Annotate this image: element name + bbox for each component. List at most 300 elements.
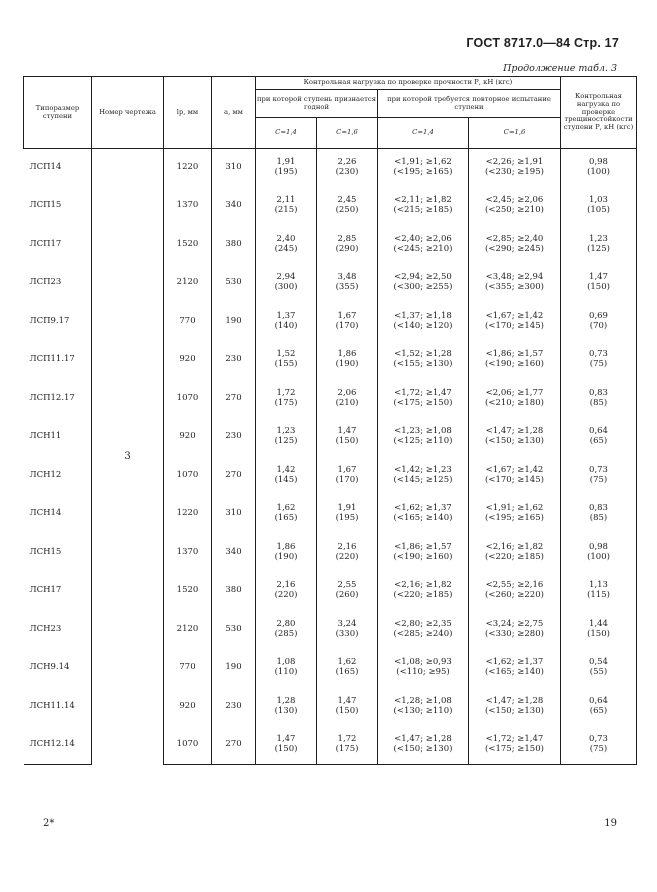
header-type: Типоразмер ступени xyxy=(24,77,92,149)
retest-c14 xyxy=(378,726,469,765)
accepted-c16-kn: 1,47 xyxy=(337,695,357,706)
lp-value: 920 xyxy=(164,341,212,380)
retest-c14 xyxy=(378,572,469,611)
accepted-c14-kgf: (145) xyxy=(274,474,298,485)
retest-c14-kn: <1,52; ≥1,28 xyxy=(394,349,452,360)
accepted-c14 xyxy=(256,688,317,727)
retest-c16-kgf: (<150; ≥130) xyxy=(485,436,544,447)
accepted-c14 xyxy=(256,341,317,380)
retest-c16-kgf: (<210; ≥180) xyxy=(485,397,544,408)
retest-c14-kgf: (<165; ≥140) xyxy=(393,513,453,524)
retest-c16-kn: <1,47; ≥1,28 xyxy=(485,426,544,437)
a-value: 190 xyxy=(212,303,256,342)
accepted-c14-kn: 2,11 xyxy=(276,195,296,206)
accepted-c14-kn: 2,80 xyxy=(276,618,296,629)
accepted-c16-kgf: (165) xyxy=(335,667,359,678)
retest-c16-kn: <2,85; ≥2,40 xyxy=(485,233,544,244)
retest-c14-kgf: (<300; ≥255) xyxy=(393,282,453,293)
accepted-c16 xyxy=(317,149,378,188)
retest-c14-kn: <2,40; ≥2,06 xyxy=(394,233,452,244)
accepted-c14-kgf: (165) xyxy=(274,513,298,524)
accepted-c14 xyxy=(256,149,317,188)
accepted-c16-kn: 2,16 xyxy=(337,541,357,552)
step-type: ЛСН11 xyxy=(24,418,92,457)
retest-c14-kgf: (<125; ≥110) xyxy=(393,436,453,447)
step-type: ЛСП11.17 xyxy=(24,341,92,380)
accepted-c14 xyxy=(256,649,317,688)
lp-value: 1220 xyxy=(164,495,212,534)
crack-load-kgf: (65) xyxy=(589,705,608,716)
accepted-c16-kgf: (150) xyxy=(335,436,359,447)
crack-load-kgf: (75) xyxy=(589,474,608,485)
accepted-c16-kgf: (355) xyxy=(335,282,359,293)
accepted-c16-kn: 2,85 xyxy=(337,233,357,244)
accepted-c14-kgf: (125) xyxy=(274,436,298,447)
retest-c14 xyxy=(378,149,469,188)
retest-c14 xyxy=(378,534,469,573)
lp-value: 1070 xyxy=(164,726,212,765)
crack-load xyxy=(561,457,637,496)
retest-c16-kgf: (<170; ≥145) xyxy=(485,320,544,331)
step-type: ЛСП12.17 xyxy=(24,380,92,419)
step-type: ЛСП23 xyxy=(24,264,92,303)
step-type: ЛСН11.14 xyxy=(24,688,92,727)
accepted-c16 xyxy=(317,611,378,650)
header-crack-resistance: Контрольная нагрузка по проверке трещиностойкости ступени Р, кН (кгс) xyxy=(561,77,637,149)
retest-c14 xyxy=(378,495,469,534)
retest-c16 xyxy=(469,149,561,188)
accepted-c14-kgf: (195) xyxy=(274,167,298,177)
retest-c16-kn: <1,91; ≥1,62 xyxy=(485,503,544,514)
lp-value: 1520 xyxy=(164,226,212,265)
header-c14-retest: С=1,4 xyxy=(378,118,469,149)
retest-c14 xyxy=(378,380,469,419)
retest-c16 xyxy=(469,726,561,765)
page-number: 19 xyxy=(604,818,617,829)
accepted-c14-kgf: (245) xyxy=(274,243,298,254)
crack-load-kgf: (100) xyxy=(587,551,610,562)
accepted-c14 xyxy=(256,572,317,611)
step-type: ЛСН12.14 xyxy=(24,726,92,765)
crack-load-kgf: (100) xyxy=(587,167,610,177)
step-type: ЛСП17 xyxy=(24,226,92,265)
crack-load-kgf: (85) xyxy=(589,397,608,408)
accepted-c16-kn: 1,91 xyxy=(337,503,357,514)
accepted-c14 xyxy=(256,303,317,342)
accepted-c14-kn: 1,72 xyxy=(276,387,296,398)
header-control-load: Контрольная нагрузка по проверке прочности Р, кН (кгс) xyxy=(256,77,561,90)
retest-c16 xyxy=(469,341,561,380)
crack-load-kn: 0,64 xyxy=(589,695,608,706)
crack-load xyxy=(561,418,637,457)
accepted-c16 xyxy=(317,187,378,226)
retest-c14-kgf: (<110; ≥95) xyxy=(396,667,450,678)
retest-c14-kn: <2,94; ≥2,50 xyxy=(394,272,452,283)
crack-load-kn: 0,64 xyxy=(589,426,608,437)
accepted-c16-kgf: (250) xyxy=(335,205,359,216)
crack-load xyxy=(561,649,637,688)
accepted-c16-kn: 1,72 xyxy=(337,734,357,745)
accepted-c16 xyxy=(317,495,378,534)
accepted-c14 xyxy=(256,726,317,765)
accepted-c14-kgf: (140) xyxy=(274,320,298,331)
accepted-c16-kn: 2,45 xyxy=(337,195,357,206)
header-c16-retest: С=1,6 xyxy=(469,118,561,149)
accepted-c14-kn: 2,94 xyxy=(276,272,296,283)
table-continuation-label: Продолжение табл. 3 xyxy=(503,63,617,74)
lp-value: 1370 xyxy=(164,534,212,573)
header-a: а, мм xyxy=(212,77,256,149)
retest-c16 xyxy=(469,226,561,265)
accepted-c16-kn: 1,67 xyxy=(337,464,357,475)
accepted-c14-kgf: (300) xyxy=(274,282,298,293)
accepted-c16-kn: 3,48 xyxy=(337,272,357,283)
retest-c14 xyxy=(378,226,469,265)
accepted-c14-kn: 2,16 xyxy=(276,580,296,591)
lp-value: 1220 xyxy=(164,149,212,188)
retest-c14 xyxy=(378,341,469,380)
accepted-c14-kgf: (175) xyxy=(274,397,298,408)
retest-c16-kgf: (<330; ≥280) xyxy=(485,628,544,639)
crack-load-kn: 0,73 xyxy=(589,464,608,475)
retest-c14-kn: <2,16; ≥1,82 xyxy=(394,580,452,591)
retest-c14-kn: <1,08; ≥0,93 xyxy=(394,657,452,668)
crack-load xyxy=(561,303,637,342)
crack-load xyxy=(561,726,637,765)
retest-c16-kgf: (<230; ≥195) xyxy=(485,167,544,177)
crack-load-kn: 0,73 xyxy=(589,349,608,360)
table-body xyxy=(24,149,637,765)
retest-c16-kn: <3,24; ≥2,75 xyxy=(485,618,544,629)
retest-c14-kgf: (<285; ≥240) xyxy=(393,628,453,639)
step-type: ЛСН23 xyxy=(24,611,92,650)
retest-c14-kn: <1,28; ≥1,08 xyxy=(394,695,452,706)
crack-load-kgf: (105) xyxy=(587,205,610,216)
step-type: ЛСН17 xyxy=(24,572,92,611)
step-type: ЛСП14 xyxy=(24,149,92,188)
retest-c14-kn: <1,23; ≥1,08 xyxy=(394,426,452,437)
retest-c16-kn: <1,47; ≥1,28 xyxy=(485,695,544,706)
crack-load xyxy=(561,149,637,188)
accepted-c14 xyxy=(256,380,317,419)
retest-c14-kn: <1,42; ≥1,23 xyxy=(394,464,452,475)
retest-c16 xyxy=(469,688,561,727)
accepted-c14 xyxy=(256,418,317,457)
retest-c14-kgf: (<145; ≥125) xyxy=(393,474,453,485)
accepted-c16 xyxy=(317,303,378,342)
lp-value: 2120 xyxy=(164,611,212,650)
crack-load xyxy=(561,572,637,611)
crack-load-kn: 0,69 xyxy=(589,310,608,321)
crack-load-kn: 0,83 xyxy=(589,387,608,398)
accepted-c16-kgf: (195) xyxy=(335,513,359,524)
retest-c14 xyxy=(378,611,469,650)
accepted-c14 xyxy=(256,611,317,650)
crack-load-kn: 1,03 xyxy=(589,195,608,206)
header-retest: при которой требуется повторное испытание ступени xyxy=(378,90,561,118)
accepted-c16-kgf: (210) xyxy=(335,397,359,408)
retest-c16-kn: <1,62; ≥1,37 xyxy=(485,657,544,668)
header-lp: lр, мм xyxy=(164,77,212,149)
retest-c14-kgf: (<195; ≥165) xyxy=(393,167,453,177)
step-type: ЛСН9.14 xyxy=(24,649,92,688)
header-c16-accepted: С=1,6 xyxy=(317,118,378,149)
accepted-c14-kgf: (190) xyxy=(274,551,298,562)
crack-load-kgf: (150) xyxy=(587,282,610,293)
accepted-c14-kn: 1,23 xyxy=(276,426,296,437)
crack-load xyxy=(561,688,637,727)
lp-value: 770 xyxy=(164,303,212,342)
accepted-c14-kgf: (285) xyxy=(274,628,298,639)
crack-load xyxy=(561,611,637,650)
retest-c16-kn: <1,86; ≥1,57 xyxy=(485,349,544,360)
accepted-c16-kgf: (330) xyxy=(335,628,359,639)
lp-value: 1070 xyxy=(164,457,212,496)
accepted-c16 xyxy=(317,688,378,727)
retest-c14 xyxy=(378,303,469,342)
accepted-c14 xyxy=(256,495,317,534)
accepted-c14-kn: 2,40 xyxy=(276,233,296,244)
step-type: ЛСП15 xyxy=(24,187,92,226)
a-value: 270 xyxy=(212,380,256,419)
accepted-c16-kn: 2,55 xyxy=(337,580,357,591)
crack-load-kn: 1,44 xyxy=(589,618,608,629)
retest-c14-kn: <1,62; ≥1,37 xyxy=(394,503,452,514)
crack-load-kgf: (115) xyxy=(587,590,610,601)
crack-load xyxy=(561,187,637,226)
accepted-c16-kgf: (230) xyxy=(335,167,359,177)
accepted-c14-kgf: (220) xyxy=(274,590,298,601)
accepted-c16-kn: 1,47 xyxy=(337,426,357,437)
retest-c14-kn: <1,72; ≥1,47 xyxy=(394,387,452,398)
retest-c16 xyxy=(469,187,561,226)
lp-value: 1070 xyxy=(164,380,212,419)
retest-c14 xyxy=(378,187,469,226)
step-type: ЛСН15 xyxy=(24,534,92,573)
retest-c14-kgf: (<215; ≥185) xyxy=(393,205,453,216)
retest-c16-kn: <3,48; ≥2,94 xyxy=(485,272,544,283)
crack-load-kgf: (125) xyxy=(587,243,610,254)
retest-c14 xyxy=(378,688,469,727)
retest-c14-kgf: (<155; ≥130) xyxy=(393,359,453,370)
accepted-c16 xyxy=(317,572,378,611)
header-accepted: при которой ступень признается годной xyxy=(256,90,378,118)
retest-c14-kgf: (<140; ≥120) xyxy=(393,320,453,331)
retest-c16 xyxy=(469,380,561,419)
step-type: ЛСН12 xyxy=(24,457,92,496)
retest-c16-kgf: (<150; ≥130) xyxy=(485,705,544,716)
retest-c14-kgf: (<245; ≥210) xyxy=(393,243,453,254)
a-value: 190 xyxy=(212,649,256,688)
retest-c14-kgf: (<130; ≥110) xyxy=(393,705,453,716)
retest-c14 xyxy=(378,649,469,688)
accepted-c14-kn: 1,62 xyxy=(276,503,296,514)
crack-load xyxy=(561,380,637,419)
retest-c14-kn: <1,47; ≥1,28 xyxy=(394,734,452,745)
retest-c16-kgf: (<220; ≥185) xyxy=(485,551,544,562)
retest-c16-kgf: (<355; ≥300) xyxy=(485,282,544,293)
a-value: 340 xyxy=(212,187,256,226)
accepted-c14 xyxy=(256,534,317,573)
retest-c14-kn: <1,86; ≥1,57 xyxy=(394,541,452,552)
a-value: 530 xyxy=(212,264,256,303)
accepted-c14-kn: 1,08 xyxy=(276,657,296,668)
step-type: ЛСП9.17 xyxy=(24,303,92,342)
retest-c16-kgf: (<290; ≥245) xyxy=(485,243,544,254)
table-row xyxy=(24,149,637,188)
retest-c16 xyxy=(469,264,561,303)
a-value: 270 xyxy=(212,726,256,765)
crack-load-kn: 1,13 xyxy=(589,580,608,591)
crack-load xyxy=(561,495,637,534)
step-type: ЛСН14 xyxy=(24,495,92,534)
lp-value: 920 xyxy=(164,418,212,457)
accepted-c16-kgf: (170) xyxy=(335,320,359,331)
crack-load-kgf: (70) xyxy=(589,320,608,331)
retest-c16-kn: <1,67; ≥1,42 xyxy=(485,310,544,321)
accepted-c14-kn: 1,52 xyxy=(276,349,296,360)
retest-c16-kgf: (<170; ≥145) xyxy=(485,474,544,485)
accepted-c14-kn: 1,42 xyxy=(276,464,296,475)
retest-c16-kgf: (<165; ≥140) xyxy=(485,667,544,678)
accepted-c14 xyxy=(256,264,317,303)
retest-c16-kn: <2,55; ≥2,16 xyxy=(485,580,544,591)
retest-c16 xyxy=(469,649,561,688)
retest-c16-kgf: (<175; ≥150) xyxy=(485,744,544,754)
retest-c14-kgf: (<190; ≥160) xyxy=(393,551,453,562)
load-table xyxy=(23,76,637,765)
lp-value: 1370 xyxy=(164,187,212,226)
crack-load xyxy=(561,341,637,380)
retest-c16-kn: <1,72; ≥1,47 xyxy=(485,734,544,745)
crack-load-kn: 0,73 xyxy=(589,734,608,745)
lp-value: 770 xyxy=(164,649,212,688)
accepted-c16 xyxy=(317,264,378,303)
retest-c14 xyxy=(378,457,469,496)
a-value: 270 xyxy=(212,457,256,496)
retest-c14-kn: <2,80; ≥2,35 xyxy=(394,618,452,629)
retest-c16 xyxy=(469,495,561,534)
accepted-c16-kn: 2,06 xyxy=(337,387,357,398)
crack-load-kn: 0,98 xyxy=(589,541,608,552)
retest-c14-kgf: (<150; ≥130) xyxy=(393,744,453,754)
a-value: 310 xyxy=(212,495,256,534)
crack-load xyxy=(561,264,637,303)
retest-c16 xyxy=(469,534,561,573)
header-drawing: Номер чертежа xyxy=(92,77,164,149)
crack-load-kgf: (65) xyxy=(589,436,608,447)
accepted-c16-kn: 1,67 xyxy=(337,310,357,321)
accepted-c14-kn: 1,86 xyxy=(276,541,296,552)
retest-c16-kgf: (<260; ≥220) xyxy=(485,590,544,601)
crack-load-kn: 0,54 xyxy=(589,657,608,668)
accepted-c14 xyxy=(256,457,317,496)
page-header: ГОСТ 8717.0—84 Стр. 17 xyxy=(466,36,619,50)
accepted-c16-kgf: (175) xyxy=(335,744,359,754)
retest-c16 xyxy=(469,457,561,496)
retest-c14-kn: <1,91; ≥1,62 xyxy=(394,157,452,168)
retest-c14-kn: <2,11; ≥1,82 xyxy=(394,195,452,206)
a-value: 340 xyxy=(212,534,256,573)
accepted-c16-kgf: (190) xyxy=(335,359,359,370)
a-value: 380 xyxy=(212,226,256,265)
accepted-c16 xyxy=(317,534,378,573)
crack-load xyxy=(561,534,637,573)
crack-load-kgf: (75) xyxy=(589,744,608,754)
retest-c14-kn: <1,37; ≥1,18 xyxy=(394,310,452,321)
accepted-c16 xyxy=(317,380,378,419)
accepted-c14-kgf: (110) xyxy=(274,667,298,678)
accepted-c16-kn: 1,86 xyxy=(337,349,357,360)
accepted-c16 xyxy=(317,341,378,380)
header-c14-accepted: С=1,4 xyxy=(256,118,317,149)
retest-c14-kgf: (<175; ≥150) xyxy=(393,397,453,408)
accepted-c16-kn: 1,62 xyxy=(337,657,357,668)
crack-load-kgf: (55) xyxy=(589,667,608,678)
retest-c16-kn: <1,67; ≥1,42 xyxy=(485,464,544,475)
accepted-c14-kgf: (155) xyxy=(274,359,298,370)
a-value: 230 xyxy=(212,341,256,380)
accepted-c16-kgf: (260) xyxy=(335,590,359,601)
retest-c16 xyxy=(469,418,561,457)
a-value: 230 xyxy=(212,688,256,727)
retest-c16-kn: <2,45; ≥2,06 xyxy=(485,195,544,206)
retest-c14 xyxy=(378,418,469,457)
accepted-c16-kn: 2,26 xyxy=(337,157,357,168)
accepted-c16-kgf: (150) xyxy=(335,705,359,716)
a-value: 530 xyxy=(212,611,256,650)
drawing-number: 3 xyxy=(92,149,164,765)
accepted-c14-kgf: (150) xyxy=(274,744,298,754)
accepted-c14-kn: 1,47 xyxy=(276,734,296,745)
accepted-c16-kgf: (290) xyxy=(335,243,359,254)
retest-c14-kgf: (<220; ≥185) xyxy=(393,590,453,601)
crack-load-kn: 1,47 xyxy=(589,272,608,283)
crack-load-kgf: (75) xyxy=(589,359,608,370)
lp-value: 2120 xyxy=(164,264,212,303)
crack-load-kn: 0,98 xyxy=(589,157,608,168)
a-value: 380 xyxy=(212,572,256,611)
accepted-c14 xyxy=(256,187,317,226)
accepted-c16-kgf: (220) xyxy=(335,551,359,562)
crack-load-kgf: (150) xyxy=(587,628,610,639)
crack-load-kn: 0,83 xyxy=(589,503,608,514)
accepted-c16-kn: 3,24 xyxy=(337,618,357,629)
retest-c16-kn: <2,16; ≥1,82 xyxy=(485,541,544,552)
retest-c16-kgf: (<250; ≥210) xyxy=(485,205,544,216)
sheet-mark: 2* xyxy=(43,818,55,829)
lp-value: 1520 xyxy=(164,572,212,611)
retest-c16 xyxy=(469,572,561,611)
accepted-c16 xyxy=(317,457,378,496)
accepted-c14-kn: 1,28 xyxy=(276,695,296,706)
accepted-c14-kgf: (130) xyxy=(274,705,298,716)
retest-c16-kgf: (<190; ≥160) xyxy=(485,359,544,370)
accepted-c14-kn: 1,91 xyxy=(276,157,296,168)
accepted-c14-kn: 1,37 xyxy=(276,310,296,321)
retest-c14 xyxy=(378,264,469,303)
retest-c16-kn: <2,06; ≥1,77 xyxy=(485,387,544,398)
crack-load-kn: 1,23 xyxy=(589,233,608,244)
accepted-c14 xyxy=(256,226,317,265)
accepted-c14-kgf: (215) xyxy=(274,205,298,216)
accepted-c16 xyxy=(317,226,378,265)
a-value: 310 xyxy=(212,149,256,188)
a-value: 230 xyxy=(212,418,256,457)
crack-load xyxy=(561,226,637,265)
lp-value: 920 xyxy=(164,688,212,727)
crack-load-kgf: (85) xyxy=(589,513,608,524)
